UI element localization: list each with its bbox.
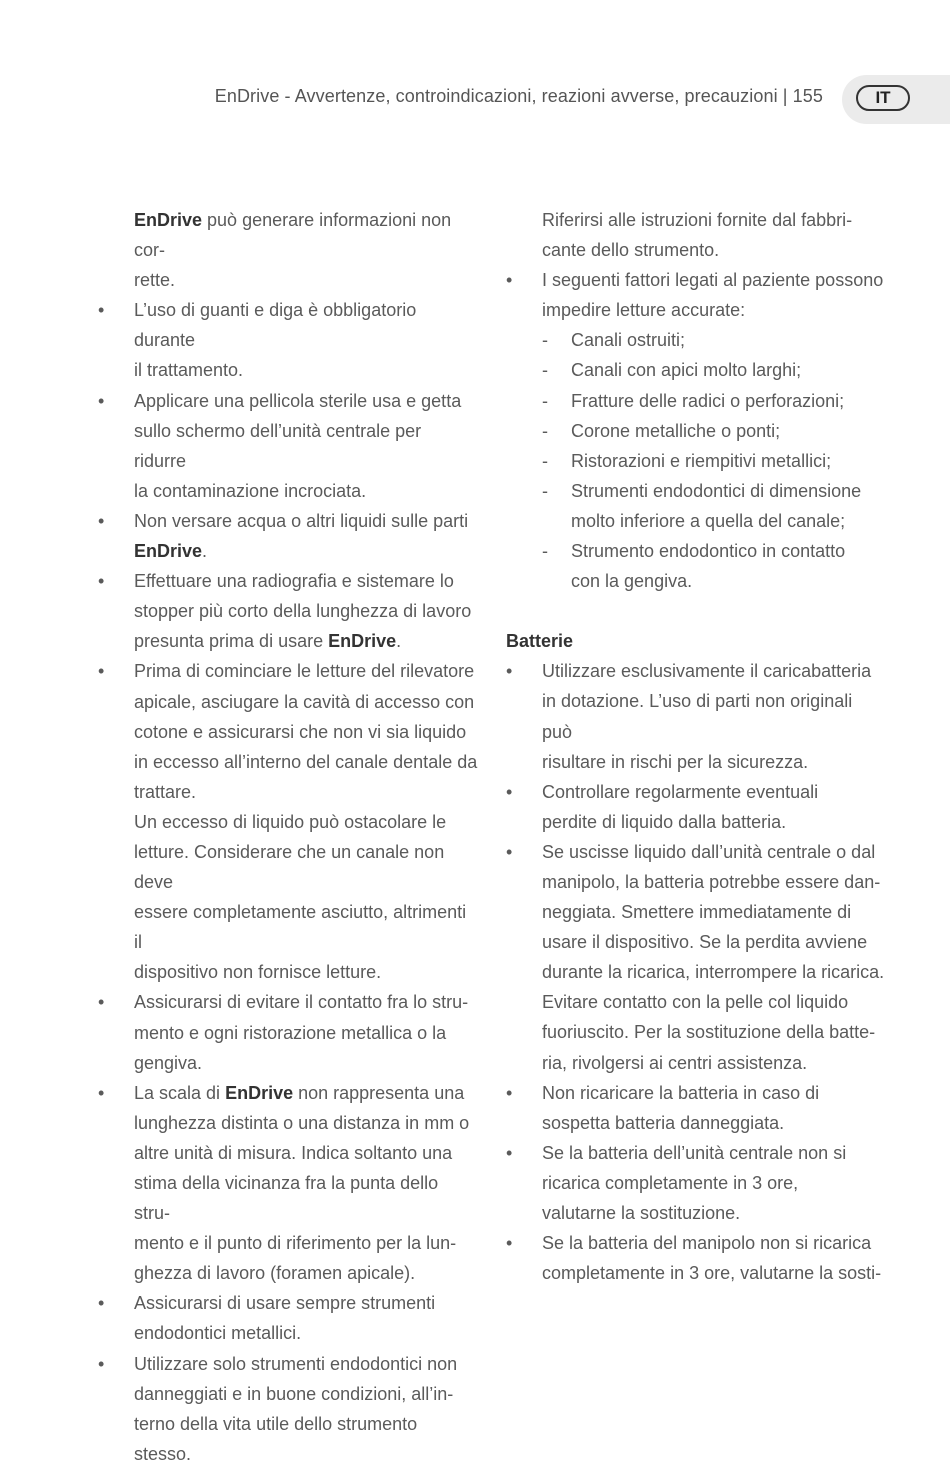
bullet-marker: • bbox=[98, 571, 105, 592]
bullet-item bbox=[506, 1138, 886, 1228]
dash-item bbox=[506, 325, 886, 355]
bullet-marker: • bbox=[506, 1142, 513, 1163]
bullet-text bbox=[134, 1293, 435, 1343]
bullet-item bbox=[98, 386, 478, 506]
bullet-text bbox=[134, 992, 468, 1072]
bullet-item bbox=[98, 656, 478, 987]
text-run: danneggiati e in buone condizioni, all’in- bbox=[134, 1383, 454, 1404]
text-run: mento e il punto di riferimento per la lun- bbox=[134, 1233, 457, 1254]
text-run: Strumento endodontico in contatto bbox=[571, 541, 846, 562]
text-run: fuoriuscito. Per la sostituzione della batte- bbox=[542, 1022, 876, 1043]
page-header-title: EnDrive - Avvertenze, controindicazioni, reazioni avverse, precauzioni | 155 bbox=[214, 86, 823, 106]
text-run: sullo schermo dell’unità centrale per ridurre bbox=[134, 420, 422, 471]
dash-item bbox=[506, 446, 886, 476]
dash-text bbox=[571, 421, 780, 441]
bullet-text bbox=[542, 782, 818, 832]
bullet-text bbox=[134, 300, 416, 380]
brand-name: EnDrive bbox=[225, 1082, 294, 1103]
bullet-item bbox=[506, 1078, 886, 1138]
text-run: Ristorazioni e riempitivi metallici; bbox=[571, 450, 832, 471]
bullet-marker: • bbox=[506, 841, 513, 862]
text-run: presunta prima di usare bbox=[134, 631, 329, 652]
dash-item bbox=[506, 536, 886, 596]
bullet-marker: • bbox=[506, 781, 513, 802]
bullet-item bbox=[98, 1349, 478, 1469]
bullet-text bbox=[134, 1083, 469, 1284]
text-run: Se la batteria del manipolo non si ricarica bbox=[542, 1233, 872, 1254]
bullet-marker: • bbox=[98, 390, 105, 411]
text-run: con la gengiva. bbox=[571, 571, 693, 592]
text-run: lunghezza distinta o una distanza in mm o bbox=[134, 1112, 470, 1133]
bullet-item bbox=[506, 777, 886, 837]
bullet-marker: • bbox=[506, 661, 513, 682]
text-run: Utilizzare esclusivamente il caricabatteria bbox=[542, 661, 872, 682]
text-run: ricarica completamente in 3 ore, bbox=[542, 1172, 799, 1193]
text-run: Fratture delle radici o perforazioni; bbox=[571, 390, 845, 411]
bullet-marker: • bbox=[98, 992, 105, 1013]
brand-name: EnDrive bbox=[328, 631, 397, 652]
patient-factors-sublist bbox=[506, 325, 886, 596]
language-badge: IT bbox=[856, 85, 910, 111]
text-run: cante dello strumento. bbox=[542, 240, 720, 261]
bullet-text bbox=[134, 391, 461, 501]
dash-text bbox=[571, 451, 831, 471]
dash-item bbox=[506, 416, 886, 446]
text-run: impedire letture accurate: bbox=[542, 300, 746, 321]
dash-text bbox=[571, 391, 844, 411]
text-run: risultare in rischi per la sicurezza. bbox=[542, 751, 809, 772]
text-run: non rappresenta una bbox=[293, 1082, 465, 1103]
text-run: Riferirsi alle istruzioni fornite dal fabbri- bbox=[542, 210, 853, 230]
text-run: Applicare una pellicola sterile usa e getta bbox=[134, 390, 462, 411]
bullet-item bbox=[98, 1288, 478, 1348]
bullet-text bbox=[134, 511, 468, 561]
text-run: stopper più corto della lunghezza di lavoro bbox=[134, 601, 472, 622]
text-run: la contaminazione incrociata. bbox=[134, 480, 367, 501]
text-run: Se la batteria dell’unità centrale non si bbox=[542, 1142, 847, 1163]
text-run: dispositivo non fornisce letture. bbox=[134, 962, 382, 983]
text-run: gengiva. bbox=[134, 1052, 203, 1073]
text-run: usare il dispositivo. Se la perdita avviene bbox=[542, 932, 868, 953]
bullet-marker: • bbox=[506, 1233, 513, 1254]
right-bullet-list bbox=[506, 656, 886, 1288]
bullet-item bbox=[98, 1078, 478, 1289]
right-column bbox=[506, 205, 886, 1288]
brand-name: EnDrive bbox=[134, 210, 203, 230]
bullet-marker: • bbox=[98, 1293, 105, 1314]
text-run: rette. bbox=[134, 270, 176, 291]
text-run: in eccesso all’interno del canale dentale da bbox=[134, 751, 478, 772]
text-run: può generare informazioni non cor- bbox=[134, 210, 452, 261]
text-run: Utilizzare solo strumenti endodontici non bbox=[134, 1353, 458, 1374]
text-run: Canali ostruiti; bbox=[571, 330, 686, 351]
bullet-item bbox=[98, 987, 478, 1077]
bullet-item bbox=[98, 295, 478, 385]
text-run: Non versare acqua o altri liquidi sulle parti bbox=[134, 510, 469, 531]
text-run: Se uscisse liquido dall’unità centrale o dal bbox=[542, 841, 876, 862]
text-run: Corone metalliche o ponti; bbox=[571, 420, 781, 441]
bullet-marker: • bbox=[506, 270, 513, 291]
text-run: in dotazione. L’uso di parti non originali può bbox=[542, 691, 853, 742]
bullet-text bbox=[542, 842, 884, 1073]
text-run: apicale, asciugare la cavità di accesso con bbox=[134, 691, 475, 712]
bullet-marker: • bbox=[98, 661, 105, 682]
text-run: mento e ogni ristorazione metallica o la bbox=[134, 1022, 447, 1043]
dash-marker: - bbox=[542, 420, 548, 441]
bullet-item bbox=[98, 566, 478, 656]
text-run: Evitare contatto con la pelle col liquido bbox=[542, 992, 849, 1013]
text-run: trattare. bbox=[134, 781, 197, 802]
text-run: Strumenti endodontici di dimensione bbox=[571, 480, 862, 501]
text-run: manipolo, la batteria potrebbe essere dan- bbox=[542, 871, 881, 892]
dash-item bbox=[506, 386, 886, 416]
text-run: neggiata. Smettere immediatamente di bbox=[542, 902, 852, 923]
text-run: . bbox=[396, 631, 402, 652]
text-run: L’uso di guanti e diga è obbligatorio durante bbox=[134, 300, 417, 351]
bullet-text bbox=[542, 1143, 846, 1223]
text-run: I seguenti fattori legati al paziente possono bbox=[542, 270, 884, 291]
bullet-item bbox=[98, 506, 478, 566]
bullet-marker: • bbox=[98, 300, 105, 321]
bullet-item bbox=[506, 837, 886, 1078]
bullet-text bbox=[134, 1354, 457, 1464]
language-tab bbox=[842, 75, 950, 124]
bullet-item bbox=[506, 1228, 886, 1288]
bullet-item bbox=[506, 656, 886, 776]
text-run: perdite di liquido dalla batteria. bbox=[542, 811, 787, 832]
dash-marker: - bbox=[542, 330, 548, 351]
dash-item bbox=[506, 355, 886, 385]
text-run: essere completamente asciutto, altrimenti il bbox=[134, 902, 467, 953]
text-run: ria, rivolgersi ai centri assistenza. bbox=[542, 1052, 808, 1073]
text-run: valutarne la sostituzione. bbox=[542, 1203, 741, 1223]
left-bullet-list bbox=[98, 295, 478, 1469]
text-run: Effettuare una radiografia e sistemare lo bbox=[134, 571, 454, 592]
dash-text bbox=[571, 330, 685, 350]
dash-text bbox=[571, 481, 861, 531]
bullet-marker: • bbox=[98, 1353, 105, 1374]
right-intro-paragraph bbox=[506, 205, 886, 265]
brand-name: EnDrive bbox=[134, 541, 203, 562]
text-run: Prima di cominciare le letture del rilevatore bbox=[134, 661, 475, 682]
dash-marker: - bbox=[542, 390, 548, 411]
text-run: durante la ricarica, interrompere la ricarica. bbox=[542, 962, 885, 983]
text-run: completamente in 3 ore, valutarne la sosti- bbox=[542, 1263, 882, 1284]
bullet-marker: • bbox=[506, 1082, 513, 1103]
bullet-text bbox=[134, 661, 477, 982]
text-run: letture. Considerare che un canale non deve bbox=[134, 841, 445, 893]
bullet-text bbox=[542, 661, 871, 771]
text-run: Assicurarsi di usare sempre strumenti bbox=[134, 1293, 436, 1314]
text-run: sospetta batteria danneggiata. bbox=[542, 1112, 785, 1133]
section-heading-batterie: Batterie bbox=[506, 631, 574, 652]
text-run: cotone e assicurarsi che non vi sia liquido bbox=[134, 721, 467, 742]
bullet-marker: • bbox=[98, 1082, 105, 1103]
left-column bbox=[98, 205, 478, 1469]
bullet-text bbox=[134, 571, 471, 651]
text-run: stima della vicinanza fra la punta dello stru- bbox=[134, 1173, 439, 1224]
dash-text bbox=[571, 360, 801, 380]
text-run: molto inferiore a quella del canale; bbox=[571, 510, 846, 531]
dash-text bbox=[571, 541, 845, 591]
text-run: terno della vita utile dello strumento stesso. bbox=[134, 1413, 418, 1464]
text-run: Un eccesso di liquido può ostacolare le bbox=[134, 811, 447, 832]
text-run: ghezza di lavoro (foramen apicale). bbox=[134, 1263, 416, 1284]
bullet-item-patient-factors bbox=[506, 265, 886, 325]
text-run: Canali con apici molto larghi; bbox=[571, 360, 802, 381]
text-run: Controllare regolarmente eventuali bbox=[542, 781, 819, 802]
dash-marker: - bbox=[542, 360, 548, 381]
text-run: . bbox=[202, 541, 208, 562]
text-run: La scala di bbox=[134, 1082, 226, 1103]
left-intro-paragraph bbox=[98, 205, 478, 295]
dash-marker: - bbox=[542, 541, 548, 562]
text-run: altre unità di misura. Indica soltanto una bbox=[134, 1142, 453, 1163]
bullet-marker: • bbox=[98, 510, 105, 531]
text-run: Non ricaricare la batteria in caso di bbox=[542, 1082, 820, 1103]
text-run: endodontici metallici. bbox=[134, 1323, 302, 1344]
text-run: Assicurarsi di evitare il contatto fra lo stru- bbox=[134, 992, 469, 1013]
bullet-text bbox=[542, 1083, 819, 1133]
text-run: il trattamento. bbox=[134, 360, 244, 381]
dash-item bbox=[506, 476, 886, 536]
bullet-text bbox=[542, 1233, 881, 1283]
bullet-text bbox=[542, 270, 883, 320]
dash-marker: - bbox=[542, 480, 548, 501]
dash-marker: - bbox=[542, 450, 548, 471]
